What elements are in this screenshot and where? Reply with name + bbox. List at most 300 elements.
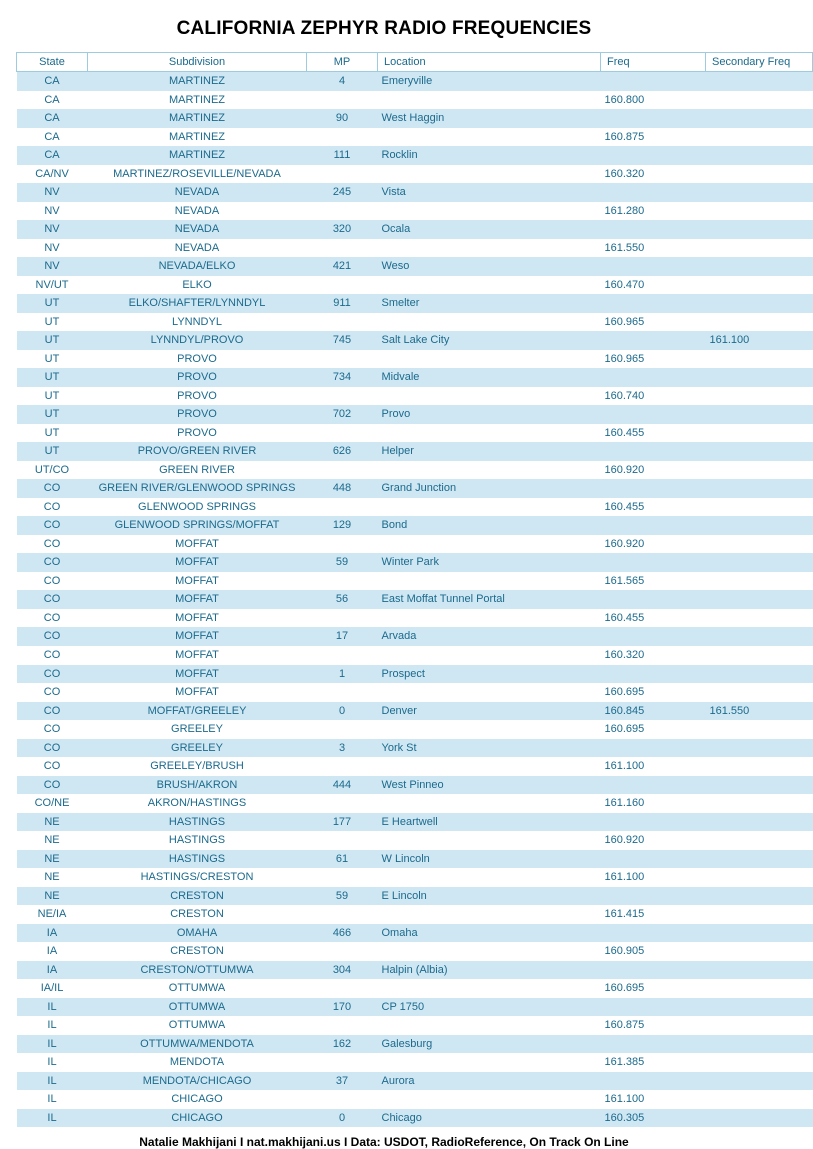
cell-freq bbox=[601, 1035, 706, 1054]
cell-location bbox=[378, 683, 601, 702]
cell-mp bbox=[307, 979, 378, 998]
cell-state: CO bbox=[17, 479, 88, 498]
cell-subdivision: PROVO bbox=[88, 387, 307, 406]
table-row bbox=[17, 461, 813, 480]
cell-secondary-freq: 161.550 bbox=[706, 702, 813, 721]
cell-secondary-freq bbox=[706, 183, 813, 202]
cell-state: NV bbox=[17, 257, 88, 276]
cell-subdivision: OTTUMWA bbox=[88, 979, 307, 998]
cell-secondary-freq bbox=[706, 590, 813, 609]
cell-secondary-freq bbox=[706, 739, 813, 758]
cell-state: NE bbox=[17, 831, 88, 850]
cell-location: Omaha bbox=[378, 924, 601, 943]
cell-mp bbox=[307, 91, 378, 110]
cell-state: IL bbox=[17, 1035, 88, 1054]
cell-subdivision: MOFFAT/GREELEY bbox=[88, 702, 307, 721]
table-row bbox=[17, 794, 813, 813]
cell-mp bbox=[307, 942, 378, 961]
cell-state: UT bbox=[17, 313, 88, 332]
cell-freq bbox=[601, 405, 706, 424]
table-row bbox=[17, 387, 813, 406]
cell-subdivision: GREELEY bbox=[88, 720, 307, 739]
cell-subdivision: ELKO/SHAFTER/LYNNDYL bbox=[88, 294, 307, 313]
cell-location: Weso bbox=[378, 257, 601, 276]
table-row bbox=[17, 924, 813, 943]
table-row bbox=[17, 776, 813, 795]
cell-freq: 160.875 bbox=[601, 1016, 706, 1035]
cell-state: UT bbox=[17, 350, 88, 369]
cell-mp: 421 bbox=[307, 257, 378, 276]
table-row bbox=[17, 479, 813, 498]
cell-location bbox=[378, 165, 601, 184]
cell-secondary-freq bbox=[706, 276, 813, 295]
table-row bbox=[17, 720, 813, 739]
column-header-state: State bbox=[17, 53, 88, 72]
cell-mp bbox=[307, 720, 378, 739]
cell-mp: 702 bbox=[307, 405, 378, 424]
cell-mp bbox=[307, 165, 378, 184]
cell-mp bbox=[307, 757, 378, 776]
cell-state: CO bbox=[17, 535, 88, 554]
cell-freq: 160.875 bbox=[601, 128, 706, 147]
cell-subdivision: MENDOTA/CHICAGO bbox=[88, 1072, 307, 1091]
cell-subdivision: HASTINGS bbox=[88, 850, 307, 869]
cell-location bbox=[378, 202, 601, 221]
table-row bbox=[17, 516, 813, 535]
cell-state: CO bbox=[17, 590, 88, 609]
cell-location: Chicago bbox=[378, 1109, 601, 1128]
cell-freq: 161.100 bbox=[601, 868, 706, 887]
cell-location: Winter Park bbox=[378, 553, 601, 572]
cell-freq: 160.905 bbox=[601, 942, 706, 961]
cell-mp bbox=[307, 572, 378, 591]
cell-secondary-freq bbox=[706, 128, 813, 147]
cell-mp: 61 bbox=[307, 850, 378, 869]
cell-freq: 160.695 bbox=[601, 979, 706, 998]
cell-subdivision: MOFFAT bbox=[88, 535, 307, 554]
cell-secondary-freq bbox=[706, 424, 813, 443]
cell-state: IA bbox=[17, 942, 88, 961]
cell-freq bbox=[601, 924, 706, 943]
cell-secondary-freq bbox=[706, 146, 813, 165]
frequency-table-container bbox=[16, 52, 791, 1127]
cell-state: CA bbox=[17, 72, 88, 91]
cell-state: NE bbox=[17, 813, 88, 832]
cell-secondary-freq bbox=[706, 905, 813, 924]
cell-location: Midvale bbox=[378, 368, 601, 387]
cell-location bbox=[378, 535, 601, 554]
cell-secondary-freq bbox=[706, 998, 813, 1017]
cell-secondary-freq bbox=[706, 516, 813, 535]
cell-location bbox=[378, 387, 601, 406]
cell-state: UT bbox=[17, 442, 88, 461]
cell-location: Aurora bbox=[378, 1072, 601, 1091]
cell-state: CO bbox=[17, 757, 88, 776]
cell-subdivision: MARTINEZ bbox=[88, 72, 307, 91]
table-row bbox=[17, 257, 813, 276]
cell-mp: 0 bbox=[307, 1109, 378, 1128]
cell-secondary-freq bbox=[706, 553, 813, 572]
cell-secondary-freq bbox=[706, 1035, 813, 1054]
column-header-freq: Freq bbox=[601, 53, 706, 72]
cell-secondary-freq bbox=[706, 683, 813, 702]
cell-state: IA/IL bbox=[17, 979, 88, 998]
cell-mp: 304 bbox=[307, 961, 378, 980]
cell-secondary-freq bbox=[706, 1090, 813, 1109]
cell-location bbox=[378, 276, 601, 295]
cell-subdivision: CRESTON bbox=[88, 887, 307, 906]
cell-mp bbox=[307, 609, 378, 628]
cell-mp bbox=[307, 387, 378, 406]
cell-location: W Lincoln bbox=[378, 850, 601, 869]
cell-location bbox=[378, 979, 601, 998]
cell-mp: 59 bbox=[307, 553, 378, 572]
cell-location: Vista bbox=[378, 183, 601, 202]
cell-state: UT bbox=[17, 294, 88, 313]
cell-state: CO bbox=[17, 572, 88, 591]
cell-state: CO bbox=[17, 646, 88, 665]
cell-freq: 161.100 bbox=[601, 757, 706, 776]
cell-state: IL bbox=[17, 1053, 88, 1072]
cell-location: CP 1750 bbox=[378, 998, 601, 1017]
cell-subdivision: MARTINEZ bbox=[88, 146, 307, 165]
table-row bbox=[17, 683, 813, 702]
table-row bbox=[17, 590, 813, 609]
cell-secondary-freq bbox=[706, 813, 813, 832]
table-row bbox=[17, 442, 813, 461]
cell-freq bbox=[601, 220, 706, 239]
cell-mp: 448 bbox=[307, 479, 378, 498]
cell-state: NV/UT bbox=[17, 276, 88, 295]
table-row bbox=[17, 239, 813, 258]
cell-freq bbox=[601, 257, 706, 276]
table-row bbox=[17, 91, 813, 110]
cell-location: Salt Lake City bbox=[378, 331, 601, 350]
cell-location bbox=[378, 350, 601, 369]
column-header-mp: MP bbox=[307, 53, 378, 72]
cell-freq: 160.305 bbox=[601, 1109, 706, 1128]
cell-location: Denver bbox=[378, 702, 601, 721]
cell-location bbox=[378, 1053, 601, 1072]
cell-subdivision: GREEN RIVER/GLENWOOD SPRINGS bbox=[88, 479, 307, 498]
cell-state: CO bbox=[17, 702, 88, 721]
table-row bbox=[17, 498, 813, 517]
cell-location: Ocala bbox=[378, 220, 601, 239]
table-row bbox=[17, 887, 813, 906]
table-row bbox=[17, 1053, 813, 1072]
column-header-secondary-freq: Secondary Freq bbox=[706, 53, 813, 72]
table-header bbox=[17, 53, 813, 72]
cell-secondary-freq bbox=[706, 609, 813, 628]
cell-subdivision: MOFFAT bbox=[88, 572, 307, 591]
table-row bbox=[17, 183, 813, 202]
cell-mp: 162 bbox=[307, 1035, 378, 1054]
cell-location bbox=[378, 831, 601, 850]
cell-mp: 90 bbox=[307, 109, 378, 128]
cell-mp: 245 bbox=[307, 183, 378, 202]
cell-mp: 111 bbox=[307, 146, 378, 165]
cell-secondary-freq bbox=[706, 627, 813, 646]
cell-subdivision: MOFFAT bbox=[88, 683, 307, 702]
cell-freq bbox=[601, 739, 706, 758]
cell-freq bbox=[601, 442, 706, 461]
table-row bbox=[17, 1109, 813, 1128]
cell-location bbox=[378, 794, 601, 813]
cell-freq: 160.455 bbox=[601, 609, 706, 628]
cell-subdivision: MOFFAT bbox=[88, 646, 307, 665]
cell-freq bbox=[601, 294, 706, 313]
table-row bbox=[17, 405, 813, 424]
cell-secondary-freq bbox=[706, 313, 813, 332]
cell-freq: 160.470 bbox=[601, 276, 706, 295]
cell-subdivision: PROVO bbox=[88, 350, 307, 369]
cell-subdivision: OTTUMWA bbox=[88, 998, 307, 1017]
cell-mp: 444 bbox=[307, 776, 378, 795]
table-row bbox=[17, 553, 813, 572]
cell-subdivision: OMAHA bbox=[88, 924, 307, 943]
cell-location: Arvada bbox=[378, 627, 601, 646]
table-row bbox=[17, 535, 813, 554]
cell-freq bbox=[601, 146, 706, 165]
cell-state: NV bbox=[17, 183, 88, 202]
cell-freq: 160.740 bbox=[601, 387, 706, 406]
cell-secondary-freq bbox=[706, 165, 813, 184]
cell-secondary-freq bbox=[706, 646, 813, 665]
table-row bbox=[17, 905, 813, 924]
cell-location: Galesburg bbox=[378, 1035, 601, 1054]
cell-location: Rocklin bbox=[378, 146, 601, 165]
cell-subdivision: MARTINEZ/ROSEVILLE/NEVADA bbox=[88, 165, 307, 184]
cell-state: CO bbox=[17, 720, 88, 739]
cell-freq: 161.100 bbox=[601, 1090, 706, 1109]
cell-state: CO bbox=[17, 553, 88, 572]
table-row bbox=[17, 220, 813, 239]
cell-freq: 161.415 bbox=[601, 905, 706, 924]
cell-freq bbox=[601, 1072, 706, 1091]
cell-subdivision: OTTUMWA/MENDOTA bbox=[88, 1035, 307, 1054]
cell-mp: 745 bbox=[307, 331, 378, 350]
cell-secondary-freq bbox=[706, 1016, 813, 1035]
cell-state: UT bbox=[17, 405, 88, 424]
cell-secondary-freq bbox=[706, 979, 813, 998]
table-row bbox=[17, 979, 813, 998]
cell-freq bbox=[601, 998, 706, 1017]
cell-location bbox=[378, 757, 601, 776]
cell-subdivision: OTTUMWA bbox=[88, 1016, 307, 1035]
cell-freq bbox=[601, 516, 706, 535]
cell-location bbox=[378, 646, 601, 665]
table-header-row bbox=[17, 53, 813, 72]
cell-state: CO bbox=[17, 609, 88, 628]
cell-secondary-freq bbox=[706, 91, 813, 110]
cell-location: Bond bbox=[378, 516, 601, 535]
cell-freq: 160.695 bbox=[601, 720, 706, 739]
cell-location bbox=[378, 609, 601, 628]
cell-secondary-freq bbox=[706, 442, 813, 461]
cell-mp: 0 bbox=[307, 702, 378, 721]
cell-freq: 160.455 bbox=[601, 424, 706, 443]
table-row bbox=[17, 368, 813, 387]
cell-mp bbox=[307, 831, 378, 850]
cell-subdivision: CHICAGO bbox=[88, 1090, 307, 1109]
cell-freq: 160.920 bbox=[601, 831, 706, 850]
cell-freq bbox=[601, 479, 706, 498]
cell-location bbox=[378, 720, 601, 739]
table-row bbox=[17, 350, 813, 369]
table-row bbox=[17, 850, 813, 869]
cell-location bbox=[378, 128, 601, 147]
cell-freq bbox=[601, 590, 706, 609]
cell-freq bbox=[601, 72, 706, 91]
cell-subdivision: LYNNDYL bbox=[88, 313, 307, 332]
cell-mp: 4 bbox=[307, 72, 378, 91]
cell-subdivision: PROVO bbox=[88, 424, 307, 443]
table-row bbox=[17, 128, 813, 147]
cell-secondary-freq bbox=[706, 757, 813, 776]
table-row bbox=[17, 72, 813, 91]
cell-freq bbox=[601, 331, 706, 350]
cell-mp: 734 bbox=[307, 368, 378, 387]
table-row bbox=[17, 294, 813, 313]
cell-state: CO bbox=[17, 627, 88, 646]
cell-mp bbox=[307, 350, 378, 369]
table-row bbox=[17, 202, 813, 221]
frequency-table bbox=[16, 52, 813, 1127]
cell-state: IA bbox=[17, 961, 88, 980]
cell-mp bbox=[307, 498, 378, 517]
table-row bbox=[17, 424, 813, 443]
cell-state: CO bbox=[17, 776, 88, 795]
cell-freq: 161.550 bbox=[601, 239, 706, 258]
cell-location bbox=[378, 1090, 601, 1109]
cell-subdivision: PROVO bbox=[88, 368, 307, 387]
cell-secondary-freq: 161.100 bbox=[706, 331, 813, 350]
cell-subdivision: PROVO bbox=[88, 405, 307, 424]
table-row bbox=[17, 831, 813, 850]
cell-mp: 59 bbox=[307, 887, 378, 906]
table-row bbox=[17, 665, 813, 684]
cell-state: CA bbox=[17, 109, 88, 128]
cell-state: NV bbox=[17, 220, 88, 239]
cell-secondary-freq bbox=[706, 109, 813, 128]
table-row bbox=[17, 998, 813, 1017]
cell-secondary-freq bbox=[706, 1072, 813, 1091]
cell-state: IL bbox=[17, 1072, 88, 1091]
table-row bbox=[17, 813, 813, 832]
cell-secondary-freq bbox=[706, 350, 813, 369]
cell-state: NV bbox=[17, 202, 88, 221]
cell-secondary-freq bbox=[706, 535, 813, 554]
cell-secondary-freq bbox=[706, 665, 813, 684]
cell-mp: 466 bbox=[307, 924, 378, 943]
cell-location bbox=[378, 905, 601, 924]
cell-location bbox=[378, 1016, 601, 1035]
cell-mp bbox=[307, 868, 378, 887]
cell-secondary-freq bbox=[706, 461, 813, 480]
cell-secondary-freq bbox=[706, 368, 813, 387]
cell-location: Emeryville bbox=[378, 72, 601, 91]
cell-mp bbox=[307, 535, 378, 554]
table-row bbox=[17, 609, 813, 628]
cell-location bbox=[378, 942, 601, 961]
cell-state: CO bbox=[17, 498, 88, 517]
cell-mp: 129 bbox=[307, 516, 378, 535]
cell-secondary-freq bbox=[706, 220, 813, 239]
cell-state: NE bbox=[17, 850, 88, 869]
cell-freq bbox=[601, 887, 706, 906]
cell-location bbox=[378, 313, 601, 332]
table-row bbox=[17, 109, 813, 128]
cell-secondary-freq bbox=[706, 72, 813, 91]
cell-mp: 3 bbox=[307, 739, 378, 758]
cell-secondary-freq bbox=[706, 850, 813, 869]
cell-mp bbox=[307, 461, 378, 480]
cell-location bbox=[378, 498, 601, 517]
cell-state: CA bbox=[17, 146, 88, 165]
cell-subdivision: MARTINEZ bbox=[88, 128, 307, 147]
cell-state: CA/NV bbox=[17, 165, 88, 184]
cell-freq bbox=[601, 368, 706, 387]
cell-freq bbox=[601, 109, 706, 128]
cell-location bbox=[378, 424, 601, 443]
cell-freq: 160.920 bbox=[601, 535, 706, 554]
cell-mp: 56 bbox=[307, 590, 378, 609]
cell-subdivision: HASTINGS bbox=[88, 831, 307, 850]
cell-secondary-freq bbox=[706, 202, 813, 221]
table-row bbox=[17, 1035, 813, 1054]
cell-state: UT/CO bbox=[17, 461, 88, 480]
cell-secondary-freq bbox=[706, 387, 813, 406]
cell-location: Helper bbox=[378, 442, 601, 461]
cell-state: UT bbox=[17, 424, 88, 443]
cell-mp bbox=[307, 276, 378, 295]
cell-subdivision: GREELEY/BRUSH bbox=[88, 757, 307, 776]
cell-subdivision: HASTINGS bbox=[88, 813, 307, 832]
cell-freq bbox=[601, 961, 706, 980]
table-body bbox=[17, 72, 813, 1128]
cell-subdivision: CRESTON/OTTUMWA bbox=[88, 961, 307, 980]
cell-subdivision: MOFFAT bbox=[88, 553, 307, 572]
cell-secondary-freq bbox=[706, 239, 813, 258]
cell-freq: 161.160 bbox=[601, 794, 706, 813]
cell-subdivision: CRESTON bbox=[88, 942, 307, 961]
cell-freq: 160.320 bbox=[601, 165, 706, 184]
cell-secondary-freq bbox=[706, 257, 813, 276]
cell-location: Smelter bbox=[378, 294, 601, 313]
cell-location: York St bbox=[378, 739, 601, 758]
cell-secondary-freq bbox=[706, 405, 813, 424]
cell-mp bbox=[307, 646, 378, 665]
cell-state: CO bbox=[17, 739, 88, 758]
table-row bbox=[17, 165, 813, 184]
cell-subdivision: CHICAGO bbox=[88, 1109, 307, 1128]
table-row bbox=[17, 868, 813, 887]
cell-mp: 17 bbox=[307, 627, 378, 646]
cell-secondary-freq bbox=[706, 294, 813, 313]
cell-subdivision: PROVO/GREEN RIVER bbox=[88, 442, 307, 461]
cell-subdivision: NEVADA bbox=[88, 202, 307, 221]
page-footer-credit: Natalie Makhijani I nat.makhijani.us I Data: USDOT, RadioReference, On Track On Line bbox=[139, 1135, 629, 1149]
cell-mp: 1 bbox=[307, 665, 378, 684]
cell-location: West Haggin bbox=[378, 109, 601, 128]
cell-secondary-freq bbox=[706, 572, 813, 591]
table-row bbox=[17, 331, 813, 350]
cell-freq bbox=[601, 553, 706, 572]
cell-mp bbox=[307, 202, 378, 221]
cell-state: CA bbox=[17, 91, 88, 110]
cell-freq: 160.965 bbox=[601, 313, 706, 332]
cell-location: Halpin (Albia) bbox=[378, 961, 601, 980]
